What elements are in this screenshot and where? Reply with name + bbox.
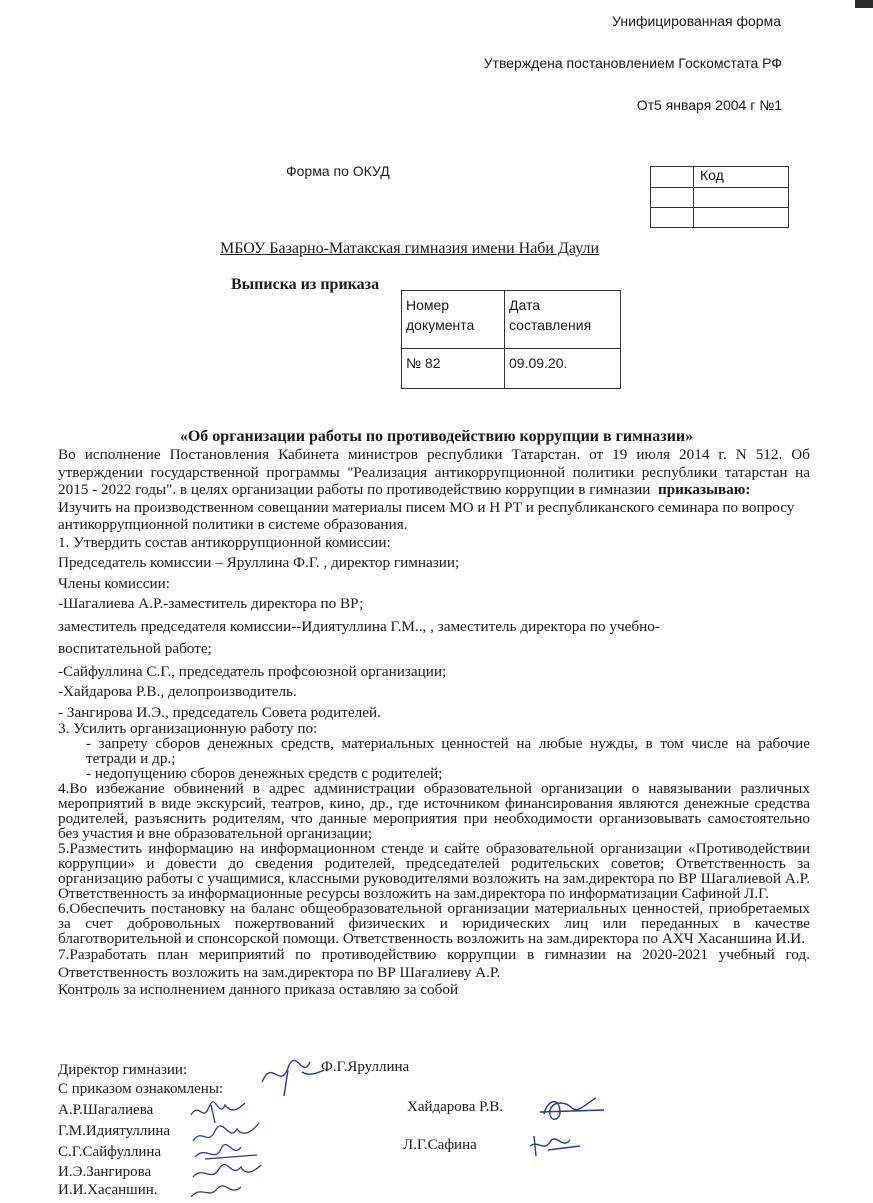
item-5: 5.Разместить информацию на информационном стенде и сайте образовательной организации «Противодействии коррупции» и довести до сведения родителей, председателей родительских советов; Ответственность за организацию работы с учащимися, классными руководителями возложить на зам.директора по ВР Шагалиевой А.Р. Ответственность за информационные ресурсы возложить на зам.директора по информатизации Сафиной Л.Г. (58, 840, 810, 902)
code-table-cell (651, 167, 694, 188)
members-label: Члены комиссии: (58, 574, 170, 592)
acquainted-name-khaidarova: Хайдарова Р.В. (407, 1099, 504, 1115)
order-body (58, 446, 810, 999)
item-3: 3. Усилить организационную работу по: (58, 720, 318, 737)
commission-chair: Председатель комиссии – Яруллина Ф.Г. , директор гимназии; (58, 554, 460, 571)
acquainted-name-5: И.И.Хасаншин. (58, 1182, 158, 1198)
okud-code-table (650, 166, 789, 228)
okud-label: Форма по ОКУД (286, 163, 390, 179)
extract-title: Выписка из приказа (231, 276, 380, 293)
code-header: Код (694, 167, 789, 188)
item-1: 1. Утвердить состав антикоррупционной комиссии: (58, 533, 391, 551)
director-name: Ф.Г.Яруллина (321, 1059, 410, 1075)
acquainted-name-3: С.Г.Сайфуллина (58, 1144, 162, 1160)
acquainted-name-safina: Л.Г.Сафина (403, 1137, 477, 1153)
code-table-cell (651, 208, 694, 228)
acquainted-name-1: А.Р.Шагалиева (58, 1102, 154, 1118)
study-paragraph: Изучить на производственном совещании материалы писем МО и Н РТ и республиканского семинара по вопросу антикоррупционной политики в системе образования. (58, 498, 795, 533)
code-table-cell (694, 208, 789, 228)
member-saifullina: -Сайфуллина С.Г., председатель профсоюзной организации; (58, 662, 447, 680)
acquainted-name-4: И.Э.Зангирова (58, 1164, 152, 1180)
approval-date: От5 января 2004 г №1 (636, 97, 782, 113)
member-shagalieva: -Шагалиева А.Р.-заместитель директора по ВР; (58, 595, 364, 612)
document-number-table (401, 290, 621, 389)
acquainted-name-2: Г.М.Идиятуллина (58, 1123, 171, 1139)
director-label: Директор гимназии: (58, 1062, 188, 1078)
member-khaidarova: -Хайдарова Р.В., делопроизводитель. (58, 683, 297, 700)
doc-number-label: Номер документа (402, 291, 505, 349)
unified-form-label: Унифицированная форма (612, 13, 781, 29)
order-keyword: приказываю: (657, 481, 751, 498)
member-zangirova: - Зангирова И.Э., председатель Совета родителей. (58, 703, 381, 721)
control-statement: Контроль за исполнением данного приказа оставляю за собой (58, 981, 459, 998)
intro-paragraph (58, 446, 810, 499)
member-idiyatullina: заместитель председателя комиссии--Идиятуллина Г.М.., , заместитель директора по учебно-воспитательной работе; (58, 617, 660, 657)
scan-corner-mark (855, 0, 873, 8)
item-3b: - недопущению сборов денежных средств с родителей; (86, 765, 443, 782)
item-3a: - запрету сборов денежных средств, материальных ценностей на любые нужды, в том числе на рабочие тетради и др.; (86, 735, 810, 767)
approval-label: Утверждена постановлением Госкомстата РФ (483, 55, 782, 71)
item-4: 4.Во избежание обвинений в адрес администрации образовательной организации о навязывании различных мероприятий в виде экскурсий, театров, кино, др., где источником финансирования являются денежные средства родителей, разъяснить родителям, что данные мероприятия при необходимости организовывать самостоятельно без участия и вне образовательной организации; (58, 780, 810, 842)
organization-name: МБОУ Базарно-Матакская гимназия имени Наби Даули (220, 240, 600, 257)
acquainted-label: С приказом ознакомлены: (58, 1081, 224, 1097)
doc-number-value: № 82 (402, 349, 505, 389)
doc-date-label: Дата составления (505, 291, 621, 349)
item-7: 7.Разработать план мериприятий по противодействию коррупции в гимназии на 2020-2021 учебный год. Ответственность возложить на зам.директора по ВР Шагалиеву А.Р. (58, 946, 810, 981)
code-table-cell (694, 188, 789, 208)
intro-text: Во исполнение Постановления Кабинета министров республики Татарстан. от 19 июля 2014 г. N 512. Об утверждении государственной программы "Реализация антикоррупционной политики республики татарстан на 2015 - 2022 годы". в целях организации работы по противодействию коррупции в гимназии (58, 446, 810, 498)
employee-signatures (185, 1093, 280, 1203)
code-table-cell (651, 188, 694, 208)
item-6: 6.Обеспечить постановку на баланс общеобразовательной организации материальных ценностей, приобретаемых за счет добровольных пожертвований физических и юридических лиц или переданных в качестве благотворительной и спонсорской помощи. Ответственность возложить на зам.директора по АХЧ Хасаншина И.И. (58, 900, 810, 947)
khaidarova-signature (538, 1088, 608, 1128)
safina-signature (526, 1128, 586, 1162)
doc-date-value: 09.09.20. (505, 349, 621, 389)
order-title: «Об организации работы по противодействию коррупции в гимназии» (179, 428, 694, 445)
